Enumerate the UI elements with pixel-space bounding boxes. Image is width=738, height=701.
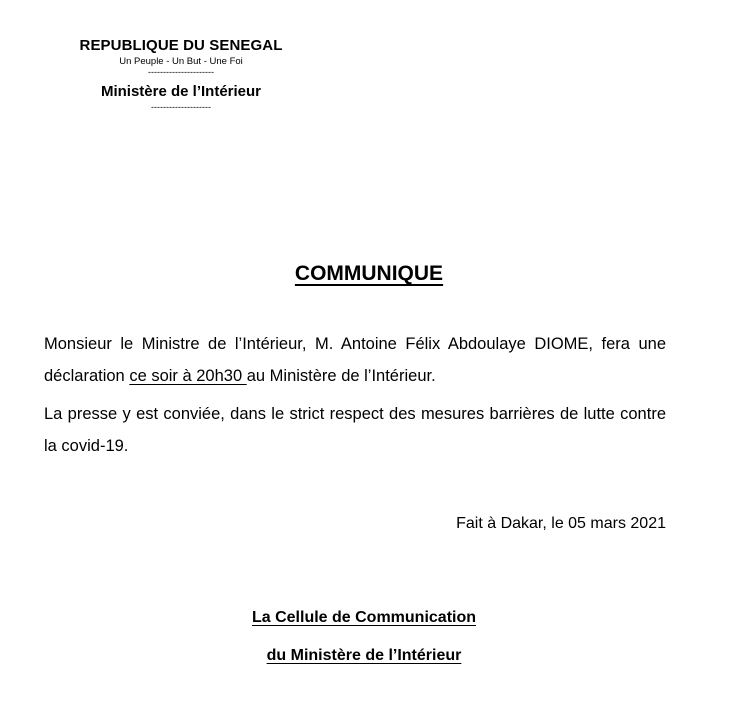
country-name: REPUBLIQUE DU SENEGAL	[79, 37, 283, 54]
announcement-text: Monsieur le Ministre de l’Intérieur, M. Antoine Félix Abdoulaye DIOME, fera une déclaration	[44, 335, 666, 385]
national-motto: Un Peuple - Un But - Une Foi	[119, 56, 243, 67]
place-and-date: Fait à Dakar, le 05 mars 2021	[456, 515, 666, 532]
letterhead	[40, 36, 322, 112]
separator-line: ----------------------	[148, 67, 214, 77]
signature-block	[164, 606, 564, 668]
paragraph-press: La presse y est conviée, dans le strict respect des mesures barrières de lutte contre la covid-19.	[44, 405, 666, 455]
signature-line-1: La Cellule de Communication	[251, 609, 477, 626]
title-text: COMMUNIQUE	[294, 262, 444, 285]
signature-line-2: du Ministère de l’Intérieur	[266, 647, 462, 664]
document-title	[0, 260, 738, 288]
separator-line: --------------------	[151, 102, 211, 112]
communique-body	[44, 328, 666, 468]
announcement-time: ce soir à 20h30	[129, 367, 247, 385]
ministry-name: Ministère de l’Intérieur	[100, 83, 262, 100]
paragraph-announcement	[44, 328, 666, 392]
announcement-location: au Ministère de l’Intérieur.	[246, 367, 436, 385]
